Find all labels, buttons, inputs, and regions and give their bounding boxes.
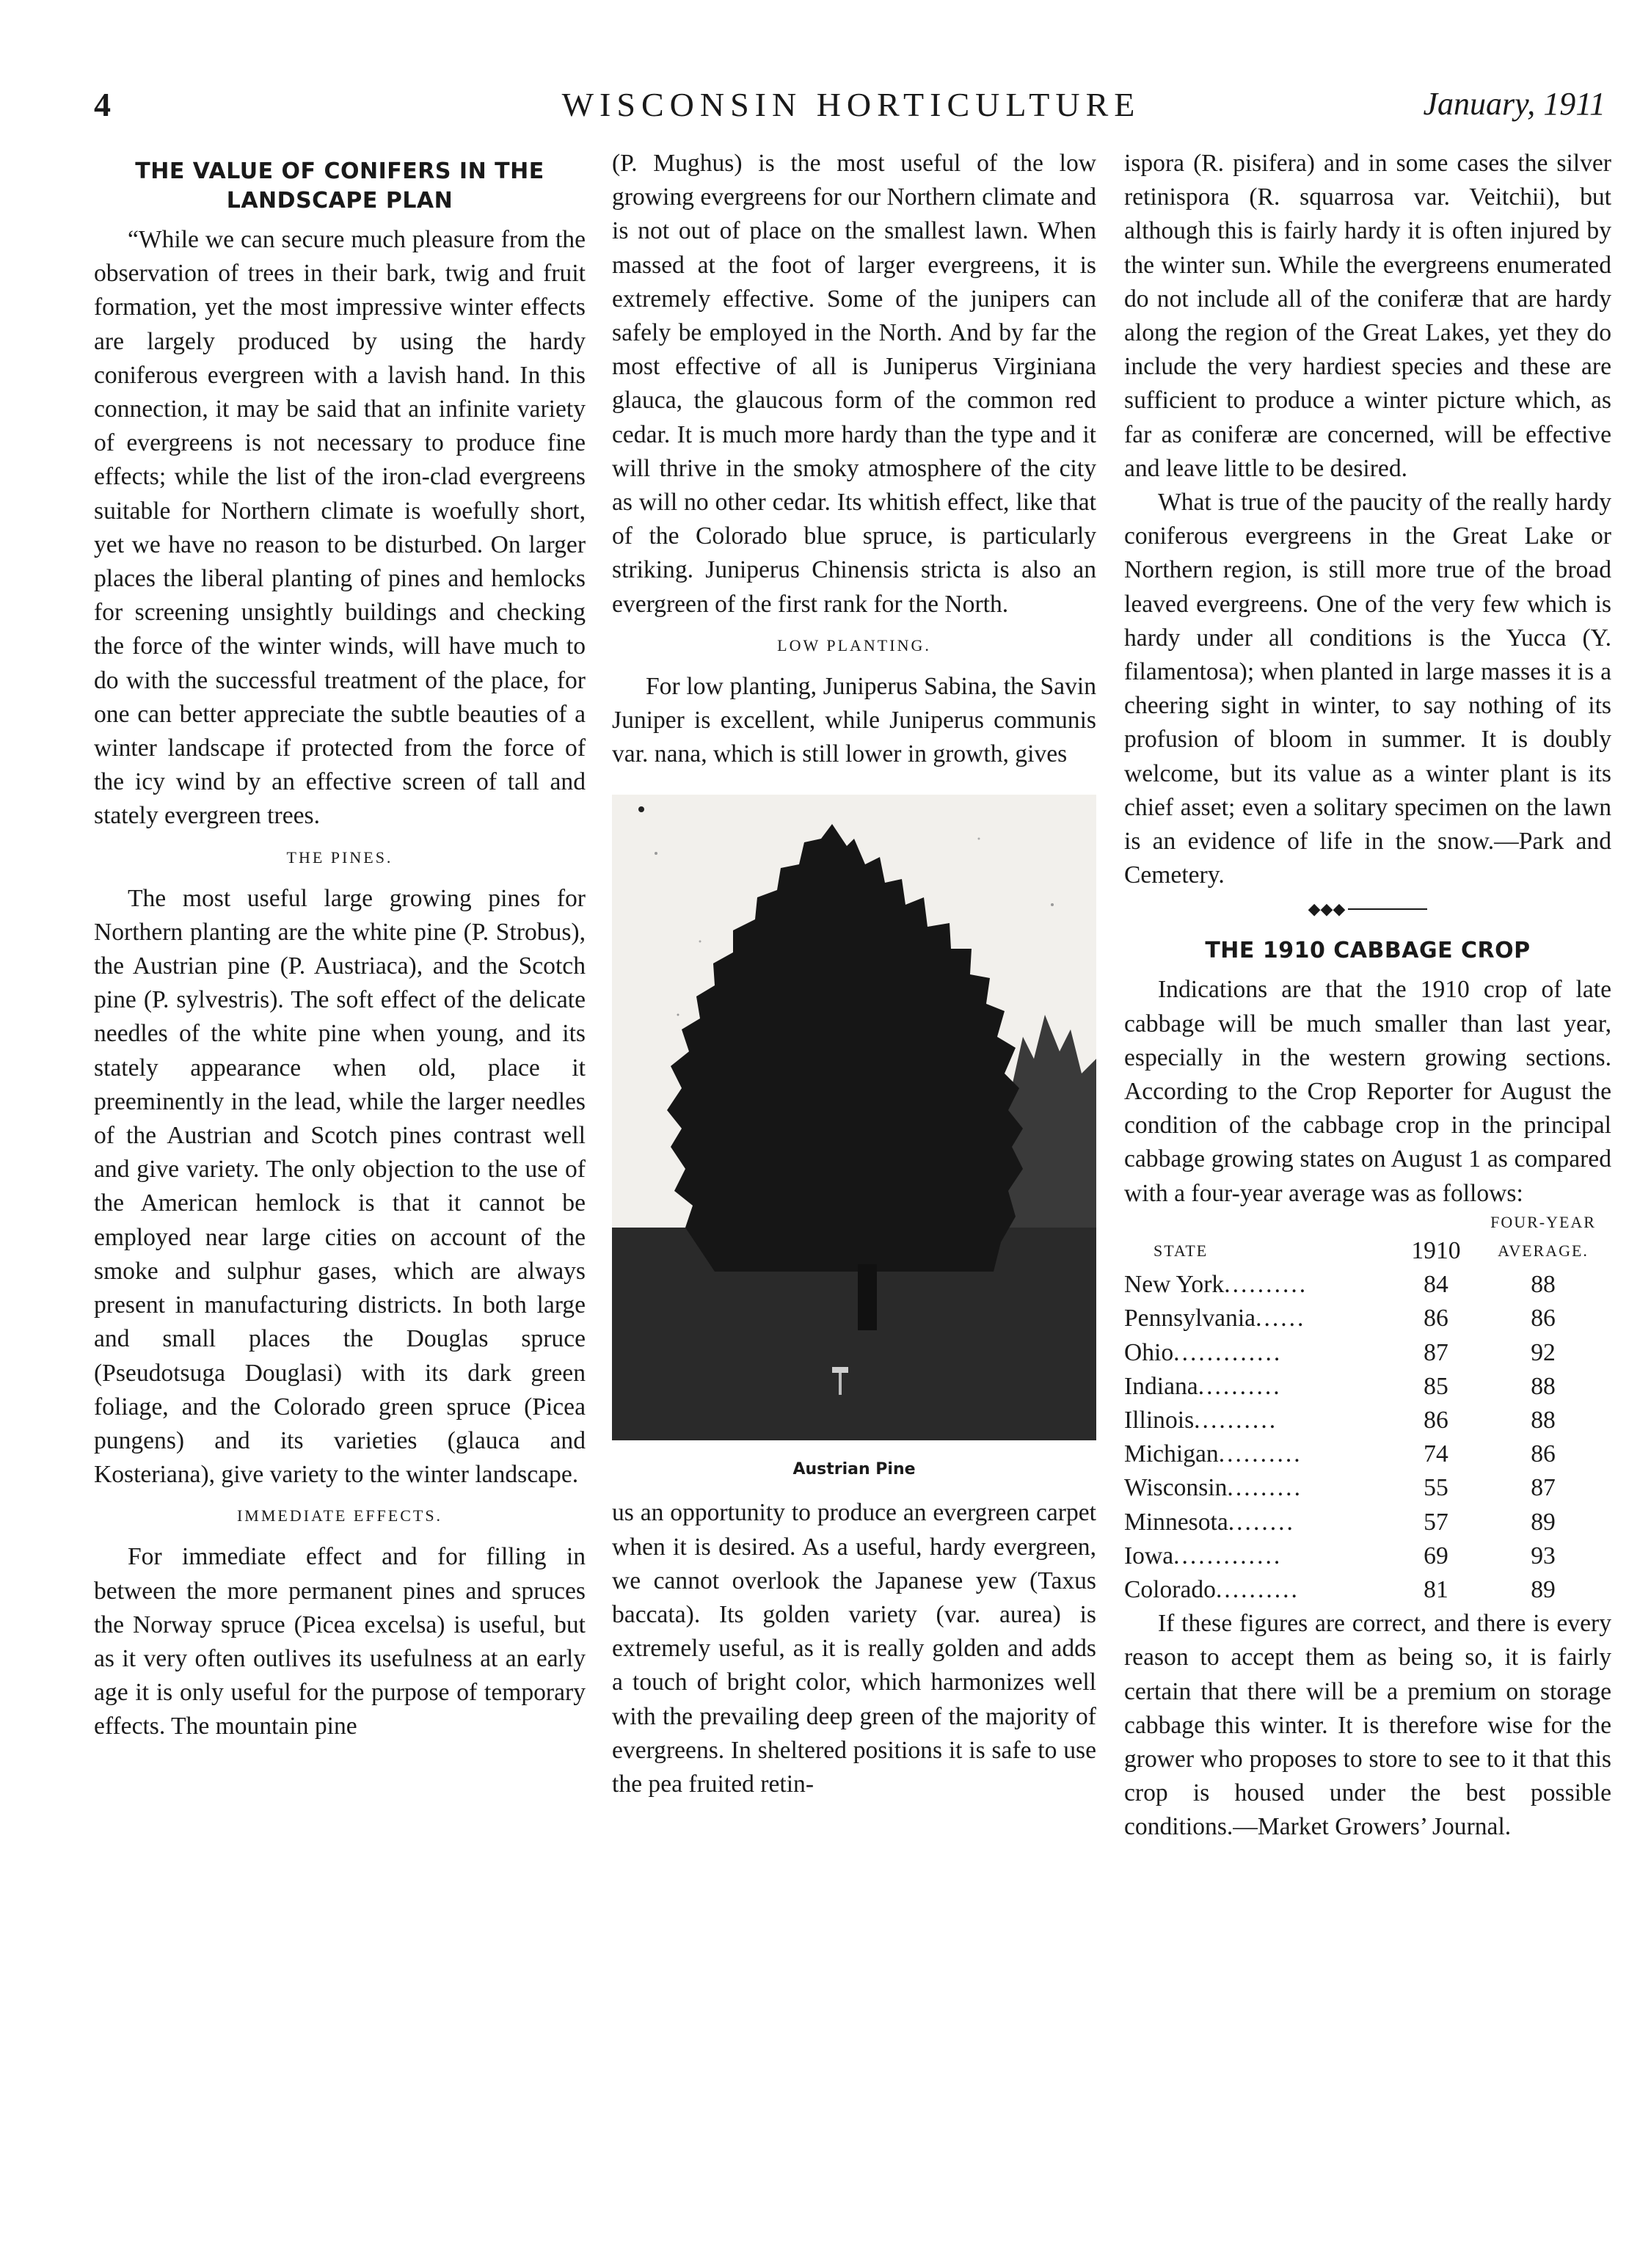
state-name: Illinois bbox=[1124, 1406, 1195, 1434]
table-row bbox=[1124, 1506, 1611, 1539]
value-average: 88 bbox=[1531, 1406, 1556, 1434]
value-average: 89 bbox=[1531, 1575, 1556, 1603]
leader-dots: .......... bbox=[1198, 1372, 1282, 1400]
issue-date: January, 1911 bbox=[1423, 86, 1606, 122]
state-name: Iowa bbox=[1124, 1542, 1174, 1569]
leader-dots: ........ bbox=[1228, 1508, 1295, 1536]
value-average: 88 bbox=[1531, 1372, 1556, 1400]
table-row bbox=[1124, 1539, 1611, 1573]
value-average: 88 bbox=[1531, 1271, 1556, 1299]
value-1910: 69 bbox=[1424, 1542, 1448, 1569]
table-header-row-top bbox=[1124, 1211, 1611, 1234]
retinispora-paragraph: ispora (R. pisifera) and in some cases the silver retinispora (R. squarrosa var. Veitchii), but although this is fairly hardy it is often injured by the winter sun. While the evergreens enumerated do not include all of the coniferæ that are hardy along the region of the Great Lakes, yet they do include the very hardiest species and these are sufficient to produce a winter picture which, as far as coniferæ are concerned, will be effective and leave little to be desired. bbox=[1124, 150, 1611, 482]
leader-dots: .......... bbox=[1218, 1440, 1302, 1468]
table-header-row bbox=[1124, 1234, 1611, 1268]
state-name: New York bbox=[1124, 1271, 1225, 1299]
page-number: 4 bbox=[94, 86, 111, 123]
value-1910: 86 bbox=[1424, 1406, 1448, 1434]
value-1910: 81 bbox=[1424, 1575, 1448, 1603]
state-name: Indiana bbox=[1124, 1372, 1198, 1400]
value-1910: 84 bbox=[1424, 1271, 1448, 1299]
leader-dots: ...... bbox=[1255, 1305, 1306, 1332]
low-planting-continued: us an opportunity to produce an evergreen carpet when it is desired. As a useful, hardy evergreen, we cannot overlook the Japanese yew (Taxus baccata). Its golden variety (var. aurea) is extremely useful, as it is really golden and adds a touch of bright color, which harmonizes well with the prevailing deep green of the majority of evergreens. In sheltered positions it is safe to use the pea fruited retin- bbox=[612, 1499, 1096, 1798]
divider-ornament: ◆◆◆ bbox=[1308, 900, 1346, 919]
value-average: 86 bbox=[1531, 1440, 1556, 1468]
state-name: Pennsylvania bbox=[1124, 1305, 1256, 1332]
column-2 bbox=[612, 147, 1096, 1801]
yucca-paragraph: What is true of the paucity of the really hardy coniferous evergreens in the Great Lake or Northern region, is still more true of the broad leaved evergreens. One of the very few which is hardy under all conditions is the Yucca (Y. filamentosa); when planted in large masses it is a cheering sight in winter, to say nothing of its profusion of bloom in summer. It is doubly welcome, but its value as a winter plant is its chief asset; even a solitary specimen on the lawn is an evidence of life in the snow.—Park and Cemetery. bbox=[1124, 489, 1611, 889]
photo-caption: Austrian Pine bbox=[792, 1460, 916, 1479]
table-row bbox=[1124, 1302, 1611, 1335]
leader-dots: .......... bbox=[1215, 1575, 1300, 1603]
table-row bbox=[1124, 1404, 1611, 1437]
table-row bbox=[1124, 1268, 1611, 1302]
cabbage-conclusion-paragraph: If these figures are correct, and there is every reason to accept them as being so, it is fairly certain that there will be a premium on storage cabbage this winter. It is therefore wise for the grower who proposes to store to see to it that this crop is housed under the best possible conditions.—Market Growers’ Journal. bbox=[1124, 1610, 1611, 1841]
leader-dots: ......... bbox=[1227, 1474, 1302, 1502]
immediate-effects-paragraph: For immediate effect and for filling in between the more permanent pines and spruces the Norway spruce (Picea excelsa) is useful, but as it very often outlives its usefulness at an early age it is only useful for the purpose of temporary effects. The mountain pine bbox=[94, 1543, 586, 1740]
cabbage-intro-paragraph: Indications are that the 1910 crop of late cabbage will be much smaller than last year, especially in the western growing sections. According to the Crop Reporter for August the condition of the cabbage crop in the principal cabbage growing states on August 1 as compared with a four-year average was as follows: bbox=[1124, 976, 1611, 1207]
table-row bbox=[1124, 1437, 1611, 1471]
low-planting-subheading: LOW PLANTING. bbox=[777, 635, 931, 654]
value-1910: 74 bbox=[1424, 1440, 1448, 1468]
conifers-intro-paragraph: “While we can secure much pleasure from the observation of trees in their bark, twig and fruit formation, yet the most impressive winter effects are largely produced by using the hardy coniferous evergreen with a lavish hand. In this connection, it may be said that an infinite variety of evergreens is not necessary to produce fine effects; while the list of the iron-clad evergreens suitable for Northern climate is woefully short, yet we have no reason to be disturbed. On larger places the liberal planting of pines and hemlocks for screening unsightly buildings and checking the force of the winter winds, will have much to do with the successful treatment of the place, for one can better appreciate the subtle beauties of a winter landscape if protected from the force of the icy wind by an effective screen of tall and stately evergreen trees. bbox=[94, 226, 586, 830]
value-1910: 86 bbox=[1424, 1305, 1448, 1332]
value-average: 87 bbox=[1531, 1474, 1556, 1502]
article-divider bbox=[1124, 892, 1611, 926]
low-planting-paragraph: For low planting, Juniperus Sabina, the Savin Juniper is excellent, while Juniperus communis var. nana, which is still lower in growth, gives bbox=[612, 672, 1096, 768]
value-1910: 87 bbox=[1424, 1338, 1448, 1366]
pines-subheading: THE PINES. bbox=[286, 847, 393, 867]
four-year-header: FOUR-YEAR bbox=[1490, 1212, 1596, 1231]
immediate-effects-continued: (P. Mughus) is the most useful of the low growing evergreens for our Northern climate and is not out of place on the smallest lawn. When massed at the foot of larger evergreens, it is extremely effective. Some of the junipers can safely be employed in the North. And by far the most effective of all is Juniperus Virginiana glauca, the glaucous form of the common red cedar. It is much more hardy than the type and it will thrive in the smoky atmosphere of the city as will no other cedar. Its whitish effect, like that of the Colorado blue spruce, is particularly striking. Juniperus Chinensis stricta is also an evergreen of the first rank for the North. bbox=[612, 150, 1096, 618]
leader-dots: .......... bbox=[1224, 1271, 1308, 1299]
year-1910-header: 1910 bbox=[1411, 1236, 1461, 1264]
state-name: Ohio bbox=[1124, 1338, 1174, 1366]
immediate-effects-subheading: IMMEDIATE EFFECTS. bbox=[236, 1506, 443, 1525]
value-average: 93 bbox=[1531, 1542, 1556, 1569]
state-header: STATE bbox=[1153, 1241, 1209, 1260]
table-row bbox=[1124, 1336, 1611, 1370]
divider-line bbox=[1348, 908, 1427, 910]
value-1910: 57 bbox=[1424, 1508, 1448, 1536]
value-average: 89 bbox=[1531, 1508, 1556, 1536]
cabbage-article-title: THE 1910 CABBAGE CROP bbox=[1205, 938, 1531, 964]
state-name: Colorado bbox=[1124, 1575, 1216, 1603]
journal-title: WISCONSIN HORTICULTURE bbox=[561, 86, 1141, 123]
austrian-pine-photo bbox=[612, 795, 1096, 1440]
state-name: Wisconsin bbox=[1124, 1474, 1228, 1502]
leader-dots: .......... bbox=[1194, 1406, 1278, 1434]
column-3 bbox=[1124, 147, 1611, 1845]
table-row bbox=[1124, 1471, 1611, 1505]
table-row bbox=[1124, 1573, 1611, 1607]
average-header: AVERAGE. bbox=[1498, 1241, 1589, 1260]
value-1910: 85 bbox=[1424, 1372, 1448, 1400]
leader-dots: ............. bbox=[1173, 1338, 1283, 1366]
value-average: 92 bbox=[1531, 1338, 1556, 1366]
austrian-pine-illustration bbox=[612, 795, 1096, 1440]
leader-dots: ............. bbox=[1173, 1542, 1283, 1569]
conifers-article-title: THE VALUE OF CONIFERS IN THE LANDSCAPE PLAN bbox=[135, 158, 544, 214]
value-1910: 55 bbox=[1424, 1474, 1448, 1502]
cabbage-crop-table bbox=[1124, 1211, 1611, 1607]
pines-paragraph: The most useful large growing pines for Northern planting are the white pine (P. Strobus), the Austrian pine (P. Austriaca), and the Scotch pine (P. sylvestris). The soft effect of the delicate needles of the white pine when young, and its stately appearance when old, place it preeminently in the lead, while the larger needles of the Austrian and Scotch pines contrast well and give variety. The only objection to the use of the American hemlock is that it cannot be employed near large cities on account of the smoke and sulphur gases, which are always present in manufacturing districts. In both large and small places the Douglas spruce (Pseudotsuga Douglasi) with its dark green foliage, and the Colorado green spruce (Picea pungens) and its varieties (glauca and Kosteriana), give variety to the winter landscape. bbox=[94, 884, 586, 1489]
column-1 bbox=[94, 147, 586, 1744]
state-name: Minnesota bbox=[1124, 1508, 1228, 1536]
table-row bbox=[1124, 1370, 1611, 1404]
value-average: 86 bbox=[1531, 1305, 1556, 1332]
state-name: Michigan bbox=[1124, 1440, 1219, 1468]
